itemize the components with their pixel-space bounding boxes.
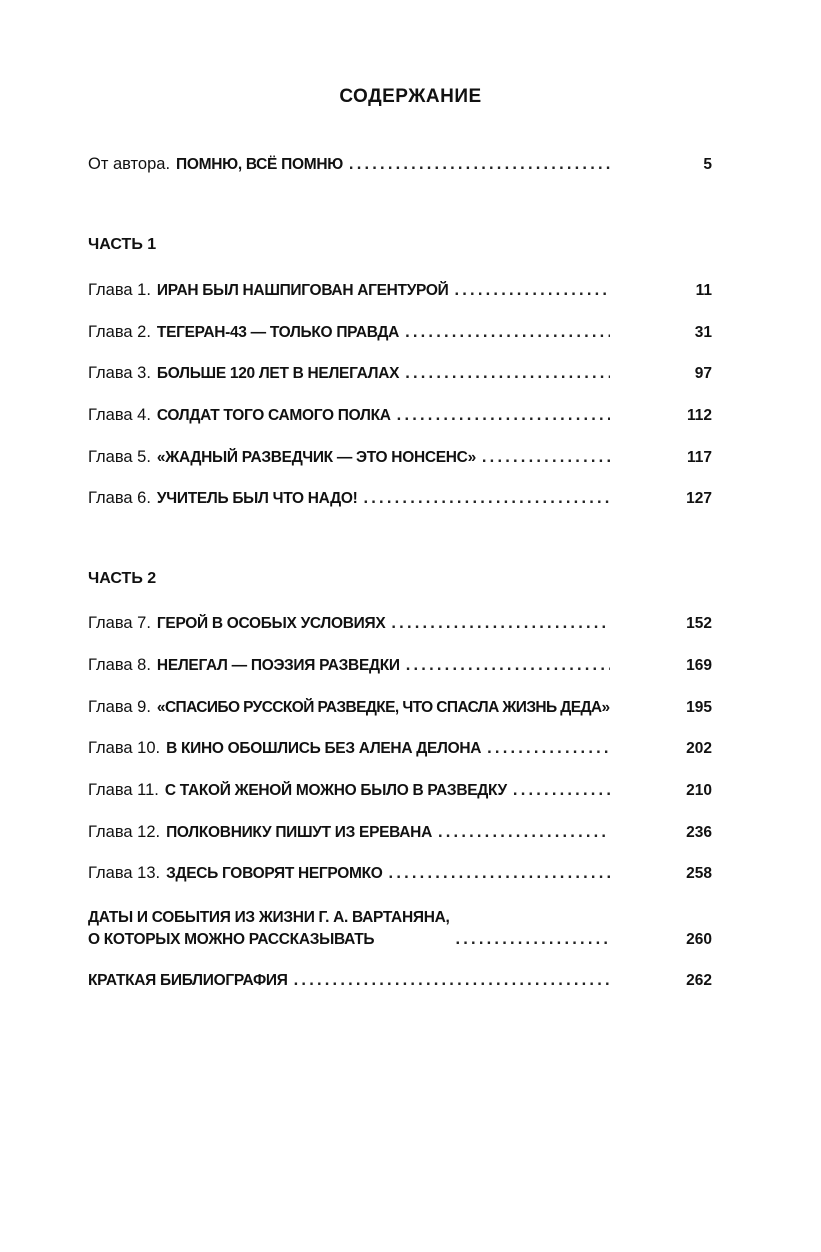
entry-prefix: Глава 7. — [88, 614, 151, 632]
entry-title: ТЕГЕРАН-43 — ТОЛЬКО ПРАВДА — [156, 324, 400, 341]
entry-prefix: Глава 13. — [88, 864, 161, 882]
dot-leader — [389, 864, 610, 883]
entry-prefix: Глава 5. — [88, 448, 151, 466]
entry-page-number: 262 — [686, 972, 712, 989]
entry-page-number: 260 — [686, 931, 712, 948]
toc-entry-chapter-2[interactable] — [88, 318, 712, 342]
dot-leader — [513, 781, 610, 800]
entry-prefix: Глава 4. — [88, 406, 151, 424]
entry-page-number: 210 — [686, 782, 712, 799]
entry-page-number: 195 — [686, 699, 712, 716]
entry-prefix: Глава 10. — [88, 739, 161, 757]
toc-entry-chapter-5[interactable] — [88, 443, 712, 467]
toc-entry-chapter-10[interactable] — [88, 734, 712, 758]
entry-title: ПОМНЮ, ВСЁ ПОМНЮ — [176, 156, 343, 173]
dot-leader — [405, 323, 610, 342]
entry-title: УЧИТЕЛЬ БЫЛ ЧТО НАДО! — [156, 490, 358, 507]
entry-title-line-1: ДАТЫ И СОБЫТИЯ ИЗ ЖИЗНИ Г. А. ВАРТАНЯНА, — [88, 909, 450, 926]
entry-prefix: Глава 12. — [88, 823, 161, 841]
toc-entry-chapter-13[interactable] — [88, 859, 712, 883]
dot-leader — [454, 281, 610, 300]
entry-title: КРАТКАЯ БИБЛИОГРАФИЯ — [88, 972, 288, 989]
part-1-heading: ЧАСТЬ 1 — [88, 236, 157, 253]
entry-prefix: Глава 2. — [88, 323, 151, 341]
entry-prefix: Глава 6. — [88, 489, 151, 507]
dot-leader — [482, 448, 610, 467]
entry-title: «ЖАДНЫЙ РАЗВЕДЧИК — ЭТО НОНСЕНС» — [156, 449, 476, 466]
entry-title: СОЛДАТ ТОГО САМОГО ПОЛКА — [156, 407, 391, 424]
entry-page-number: 127 — [686, 490, 712, 507]
dot-leader — [363, 489, 610, 508]
entry-title: ЗДЕСЬ ГОВОРЯТ НЕГРОМКО — [166, 865, 383, 882]
dot-leader — [406, 656, 610, 675]
entry-page-number: 236 — [686, 824, 712, 841]
entry-page-number: 112 — [686, 407, 712, 424]
dot-leader — [487, 739, 610, 758]
dot-leader — [405, 364, 610, 383]
toc-entry-chapter-3[interactable] — [88, 359, 712, 383]
toc-entry-chapter-8[interactable] — [88, 651, 712, 675]
entry-title: НЕЛЕГАЛ — ПОЭЗИЯ РАЗВЕДКИ — [156, 657, 400, 674]
toc-entry-appendix[interactable] — [88, 903, 712, 949]
toc-entry-chapter-4[interactable] — [88, 401, 712, 425]
dot-leader — [391, 614, 610, 633]
dot-leader — [438, 823, 610, 842]
entry-title: ГЕРОЙ В ОСОБЫХ УСЛОВИЯХ — [156, 615, 386, 632]
page-title: СОДЕРЖАНИЕ — [339, 86, 482, 107]
entry-title: В КИНО ОБОШЛИСЬ БЕЗ АЛЕНА ДЕЛОНА — [166, 740, 482, 757]
entry-title: ИРАН БЫЛ НАШПИГОВАН АГЕНТУРОЙ — [156, 282, 449, 299]
toc-entry-chapter-1[interactable] — [88, 276, 712, 300]
toc-entry-intro[interactable] — [88, 150, 712, 174]
entry-title: БОЛЬШЕ 120 ЛЕТ В НЕЛЕГАЛАХ — [156, 365, 400, 382]
entry-prefix: От автора. — [88, 155, 171, 173]
dot-leader — [397, 406, 610, 425]
toc-entry-chapter-7[interactable] — [88, 609, 712, 633]
entry-page-number: 202 — [686, 740, 712, 757]
entry-title: «СПАСИБО РУССКОЙ РАЗВЕДКЕ, ЧТО СПАСЛА ЖИЗНЬ ДЕДА» — [156, 699, 610, 716]
toc-entry-chapter-9[interactable] — [88, 693, 712, 717]
entry-prefix: Глава 8. — [88, 656, 151, 674]
entry-page-number: 31 — [694, 324, 712, 341]
entry-page-number: 152 — [686, 615, 712, 632]
toc-entry-chapter-6[interactable] — [88, 484, 712, 508]
entry-page-number: 97 — [694, 365, 712, 382]
entry-page-number: 169 — [686, 657, 712, 674]
entry-title: ПОЛКОВНИКУ ПИШУТ ИЗ ЕРЕВАНА — [166, 824, 432, 841]
dot-leader — [455, 930, 610, 949]
entry-prefix: Глава 1. — [88, 281, 151, 299]
toc-entry-bibliography[interactable] — [88, 966, 712, 990]
entry-page-number: 117 — [686, 449, 712, 466]
part-2-heading: ЧАСТЬ 2 — [88, 570, 157, 587]
entry-prefix: Глава 9. — [88, 698, 151, 716]
entry-title: С ТАКОЙ ЖЕНОЙ МОЖНО БЫЛО В РАЗВЕДКУ — [164, 782, 507, 799]
entry-page-number: 11 — [695, 282, 712, 299]
dot-leader — [349, 155, 610, 174]
toc-entry-chapter-11[interactable] — [88, 776, 712, 800]
entry-page-number: 5 — [703, 156, 712, 173]
dot-leader — [294, 971, 610, 990]
entry-title-line-2: О КОТОРЫХ МОЖНО РАССКАЗЫВАТЬ — [88, 931, 375, 948]
toc-entry-chapter-12[interactable] — [88, 818, 712, 842]
entry-page-number: 258 — [686, 865, 712, 882]
entry-prefix: Глава 11. — [88, 781, 159, 799]
entry-prefix: Глава 3. — [88, 364, 151, 382]
